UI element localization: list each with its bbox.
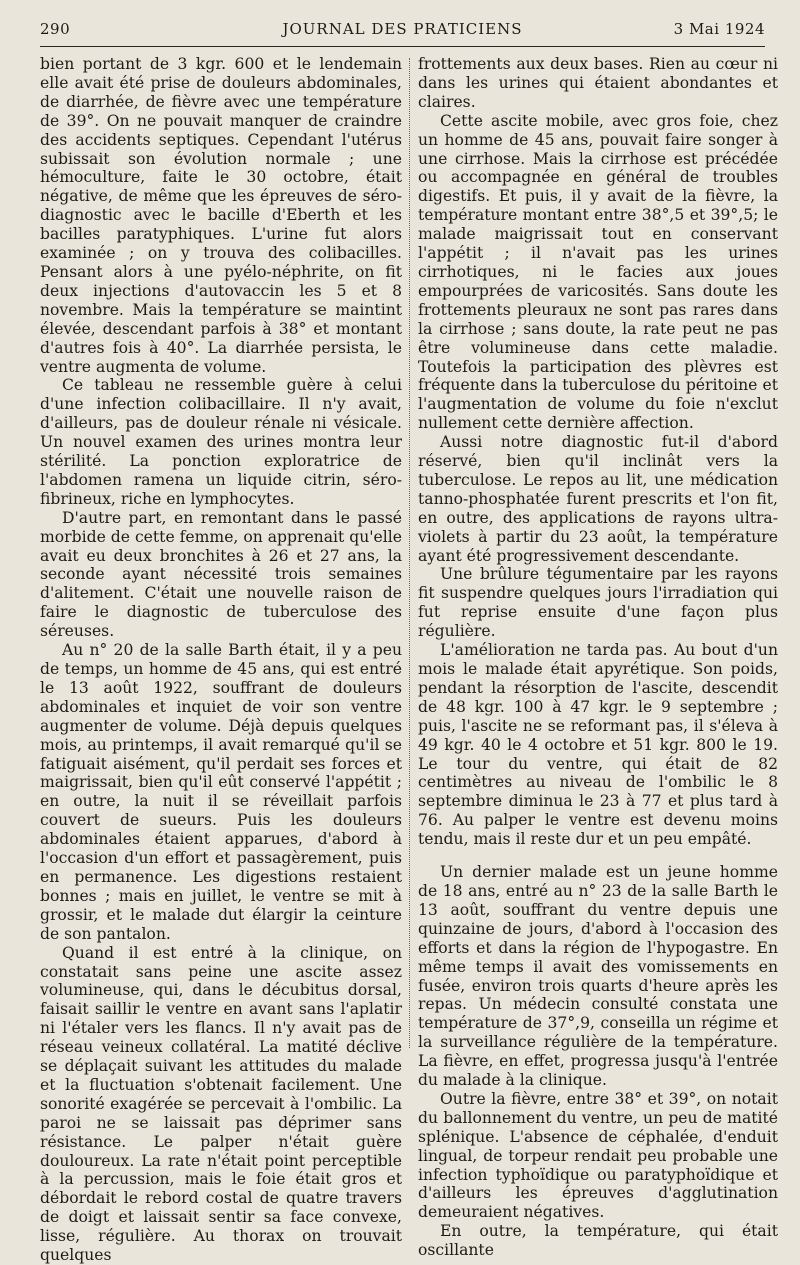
paragraph: frottements aux deux bases. Rien au cœur ni dans les urines qui étaient abondantes et claires. xyxy=(418,55,778,111)
journal-title: JOURNAL DES PRATICIENS xyxy=(282,20,523,38)
paragraph: Cette ascite mobile, avec gros foie, chez un homme de 45 ans, pouvait faire songer à une cirrhose. Mais la cirrhose est précédée ou accompagnée en général de troubles digestifs. Et puis, il y avait de la fièvre, la température montant entre 38°,5 et 39°,5; le malade maigrissait tout en conservant l'appétit ; il n'avait pas les urines cirrhotiques, ni le facies aux joues empourprées de varicosités. Sans doute les frottements pleuraux ne sont pas rares dans la cirrhose ; sans doute, la rate peut ne pas être volumineuse dans cette maladie. Toutefois la participation des plèvres est fréquente dans la tuberculose du péritoine et l'augmentation de volume du foie n'exclut nullement cette dernière affection. xyxy=(418,111,778,433)
page-number: 290 xyxy=(40,20,71,38)
paragraph: Aussi notre diagnostic fut-il d'abord réservé, bien qu'il inclinât vers la tuberculose. Le repos au lit, une médication tanno-phosphatée furent prescrits et l'on fit, en outre, des applications de rayons ultra-violets à partir du 23 août, la température ayant été progressivement descendante. xyxy=(418,433,778,565)
column-divider xyxy=(409,58,410,1048)
paragraph: Un dernier malade est un jeune homme de 18 ans, entré au n° 23 de la salle Barth le 13 août, souffrant du ventre depuis une quinzaine de jours, d'abord à l'occasion des efforts et dans la région de l'hypogastre. En même temps il avait des vomissements en fusée, environ trois quarts d'heure après les repas. Un médecin consulté constata une température de 37°,9, conseilla un régime et la surveillance régulière de la température. La fièvre, en effet, progressa jusqu'à l'entrée du malade à la clinique. xyxy=(418,863,778,1090)
issue-date: 3 Mai 1924 xyxy=(673,20,765,38)
paragraph: bien portant de 3 kgr. 600 et le lendemain elle avait été prise de douleurs abdominales, de diarrhée, de fièvre avec une température de 39°. On ne pouvait manquer de craindre des accidents septiques. Cependant l'utérus subissait son évolution normale ; une hémoculture, faite le 30 octobre, était négative, de même que les épreuves de séro-diagnostic avec le bacille d'Eberth et les bacilles paratyphiques. L'urine fut alors examinée ; on y trouva des colibacilles. Pensant alors à une pyélo-néphrite, on fit deux injections d'autovaccin les 5 et 8 novembre. Mais la température se maintint élevée, descendant parfois à 38° et montant d'autres fois à 40°. La diarrhée persista, le ventre augmenta de volume. xyxy=(40,55,402,376)
page-header xyxy=(40,18,765,47)
right-column xyxy=(418,55,778,1260)
paragraph: D'autre part, en remontant dans le passé morbide de cette femme, on apprenait qu'elle avait eu deux bronchites à 26 et 27 ans, la seconde ayant nécessité trois semaines d'alitement. C'était une nouvelle raison de faire le diagnostic de tuberculose des séreuses. xyxy=(40,508,402,641)
paragraph: Ce tableau ne ressemble guère à celui d'une infection colibacillaire. Il n'y avait, d'ailleurs, pas de douleur rénale ni vésicale. Un nouvel examen des urines montra leur stérilité. La ponction exploratrice de l'abdomen ramena un liquide citrin, séro-fibrineux, riche en lymphocytes. xyxy=(40,376,402,508)
paragraph: Au n° 20 de la salle Barth était, il y a peu de temps, un homme de 45 ans, qui est entré le 13 août 1922, souffrant de douleurs abdominales et inquiet de voir son ventre augmenter de volume. Déjà depuis quelques mois, au printemps, il avait remarqué qu'il se fatiguait aisément, qu'il perdait ses forces et maigrissait, bien qu'il eût conservé l'appétit ; en outre, la nuit il se réveillait parfois couvert de sueurs. Puis les douleurs abdominales étaient apparues, d'abord à l'occasion d'un effort et passagèrement, puis en permanence. Les digestions restaient bonnes ; mais en juillet, le ventre se mit à grossir, et le malade dut élargir la ceinture de son pantalon. xyxy=(40,641,402,943)
paragraph: L'amélioration ne tarda pas. Au bout d'un mois le malade était apyrétique. Son poids, pendant la résorption de l'ascite, descendit de 48 kgr. 100 à 47 kgr. le 9 septembre ; puis, l'ascite ne se reformant pas, il s'éleva à 49 kgr. 40 le 4 octobre et 51 kgr. 800 le 19. Le tour du ventre, qui était de 82 centimètres au niveau de l'ombilic le 8 septembre diminua le 23 à 77 et plus tard à 76. Au palper le ventre est devenu moins tendu, mais il reste dur et un peu empâté. xyxy=(418,641,778,849)
paragraph: Une brûlure tégumentaire par les rayons fit suspendre quelques jours l'irradiation qui fut reprise ensuite d'une façon plus régulière. xyxy=(418,565,778,641)
paragraph: Quand il est entré à la clinique, on constatait sans peine une ascite assez volumineuse, qui, dans le décubitus dorsal, faisait saillir le ventre en avant sans l'aplatir ni l'étaler vers les flancs. Il n'y avait pas de réseau veineux collatéral. La matité déclive se déplaçait suivant les attitudes du malade et la fluctuation s'obtenait facilement. Une sonorité exagérée se percevait à l'ombilic. La paroi ne se laissait pas déprimer sans résistance. Le palper n'était guère douloureux. La rate n'était point perceptible à la percussion, mais le foie était gros et débordait le rebord costal de quatre travers de doigt et laissait sentir sa face convexe, lisse, régulière. Au thorax on trouvait quelques xyxy=(40,943,402,1265)
paragraph: Outre la fièvre, entre 38° et 39°, on notait du ballonnement du ventre, un peu de matité splénique. L'absence de céphalée, d'enduit lingual, de torpeur rendait peu probable une infection typhoïdique ou paratyphoïdique et d'ailleurs les épreuves d'agglutination demeuraient négatives. xyxy=(418,1089,778,1222)
paragraph: En outre, la température, qui était oscillante xyxy=(418,1222,778,1260)
left-column xyxy=(40,55,402,1265)
